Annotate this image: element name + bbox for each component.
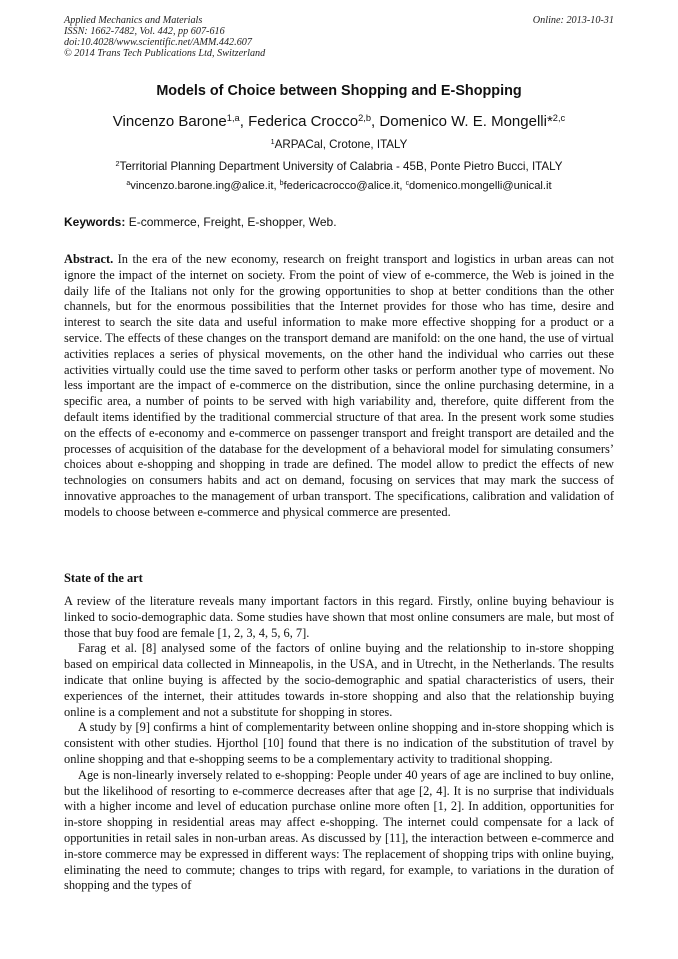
keywords — [64, 215, 614, 229]
abstract-label: Abstract. — [64, 252, 114, 266]
email-sup: c — [405, 180, 410, 188]
online-date: Online: 2013-10-31 — [532, 15, 614, 26]
section-heading: State of the art — [64, 571, 143, 585]
section-body — [64, 594, 614, 894]
affiliation-2 — [64, 160, 614, 173]
author-list: Vincenzo Barone$^{1,a}$, Federica Crocco$^{2,b}$, Domenico W. E. Mongelli*$^{2,c}$ — [112, 112, 566, 130]
paper-title: Models of Choice between Shopping and E-Shopping — [156, 83, 522, 99]
email-list — [64, 180, 614, 192]
issn-line: ISSN: 1662-7482, Vol. 442, pp 607-616 — [64, 26, 225, 37]
abstract — [64, 252, 614, 521]
email-sup: a — [126, 180, 131, 188]
affiliation-text: Territorial Planning Department University of Calabria - 45B, Ponte Pietro Bucci, ITALY — [119, 160, 563, 173]
keywords-label: Keywords: — [64, 215, 126, 229]
paragraph: A study by [9] confirms a hint of complementarity between online shopping and in-store shopping which is consistent with other studies. Hjorthol [10] found that there is no indication of the substitution of travel by online shopping and that e-shopping seems to be a complementary activity to traditional shopping. — [64, 720, 614, 766]
email-link[interactable]: federicacrocco@alice.it, — [283, 180, 403, 192]
journal-header — [64, 15, 614, 59]
author-sup: 2,b — [358, 112, 372, 123]
author-sup: 2,c — [552, 112, 566, 123]
affiliation-1 — [64, 138, 614, 151]
author-name: Domenico W. E. Mongelli* — [379, 113, 553, 130]
affiliation-sup: 1 — [270, 137, 275, 147]
paragraph: Farag et al. [8] analysed some of the factors of online buying and the relationship to in-store shopping based on empirical data collected in Minneapolis, in the USA, and in Utrecht, in the Netherlands. The results indicate that online buying is affected by the socio-demographic and spatial characteristics of users, their experiences of the internet, their attitudes towards in-store shopping and also that the relationship buying online is a complement and not a substitute for shopping in stores. — [64, 641, 614, 719]
doi-line: doi:10.4028/www.scientific.net/AMM.442.607 — [64, 37, 252, 48]
author-name: Federica Crocco — [248, 113, 359, 130]
affiliation-text: ARPACal, Crotone, ITALY — [274, 138, 408, 151]
paragraph: Age is non-linearly inversely related to e-shopping: People under 40 years of age are inclined to buy online, but the likelihood of resorting to e-commerce decreases after that age [2, 4]. It is no surprise that individuals with a higher income and level of education purchase online more often [1, 2]. In addition, opportunities for in-store shopping in residential areas may affect e-shopping. The internet could compensate for a lack of opportunities in retail sales in non-urban areas. As discussed by [11], the interaction between e-commerce and in-store commerce may be expressed in different ways: The replacement of shopping trips with online buying, eliminating the need to commute; changes to trips with regard, for example, to variations in the duration of shopping and the types of — [64, 767, 614, 893]
copyright-line: © 2014 Trans Tech Publications Ltd, Switzerland — [64, 48, 266, 59]
affiliation-sup: 2 — [115, 159, 120, 169]
keywords-text: E-commerce, Freight, E-shopper, Web. — [128, 215, 337, 229]
email-sup: b — [279, 180, 284, 188]
email-link[interactable]: vincenzo.barone.ing@alice.it, — [130, 180, 277, 192]
journal-name: Applied Mechanics and Materials — [64, 15, 203, 26]
author-name: Vincenzo Barone — [112, 113, 227, 130]
email-link[interactable]: domenico.mongelli@unical.it — [409, 180, 552, 192]
abstract-text: In the era of the new economy, research on freight transport and logistics in urban areas can not ignore the impact of the internet on society. From the point of view of e-commerce, the Web is joined in the daily life of the Italians not only for the growing opportunities to shop at better conditions than the other channels, but for the enormous possibilities that the Internet provides for those who has time, desire and interest to search the site data and useful information to make more effective shopping for a product or a service. The effects of these changes on the transport demand are manifold: on the one hand, the use of virtual activities replaces a series of physical movements, on the other hand the individual who carries out these activities virtually could use the time saved to perform other tasks or perform another type of movement. No less important are the impact of e-commerce on the distribution, since the online purchasing determine, in a specific area, a number of points to be served with high variability and, therefore, quite different from the default items identified by the traditional commercial structure of that area. In the present work some studies on the effects of e-economy and e-commerce on passenger transport and freight transport are detailed and the processes of acquisition of the database for the development of a behavioral model for simulating consumers’ choices about e-shopping and shopping in trade are defined. The model allow to predict the effects of new technologies on consumers habits and act on demand, focusing on services that may mark the success of innovative approaches to the management of urban transport. The specifications, calibration and validation of models to choose between e-commerce and physical commerce are presented. — [64, 252, 614, 519]
paragraph: A review of the literature reveals many important factors in this regard. Firstly, online buying behaviour is linked to socio-demographic data. Some studies have shown that most online consumers are male, but most of those that buy food are female [1, 2, 3, 4, 5, 6, 7]. — [64, 594, 614, 640]
author-sup: 1,a — [226, 112, 240, 123]
